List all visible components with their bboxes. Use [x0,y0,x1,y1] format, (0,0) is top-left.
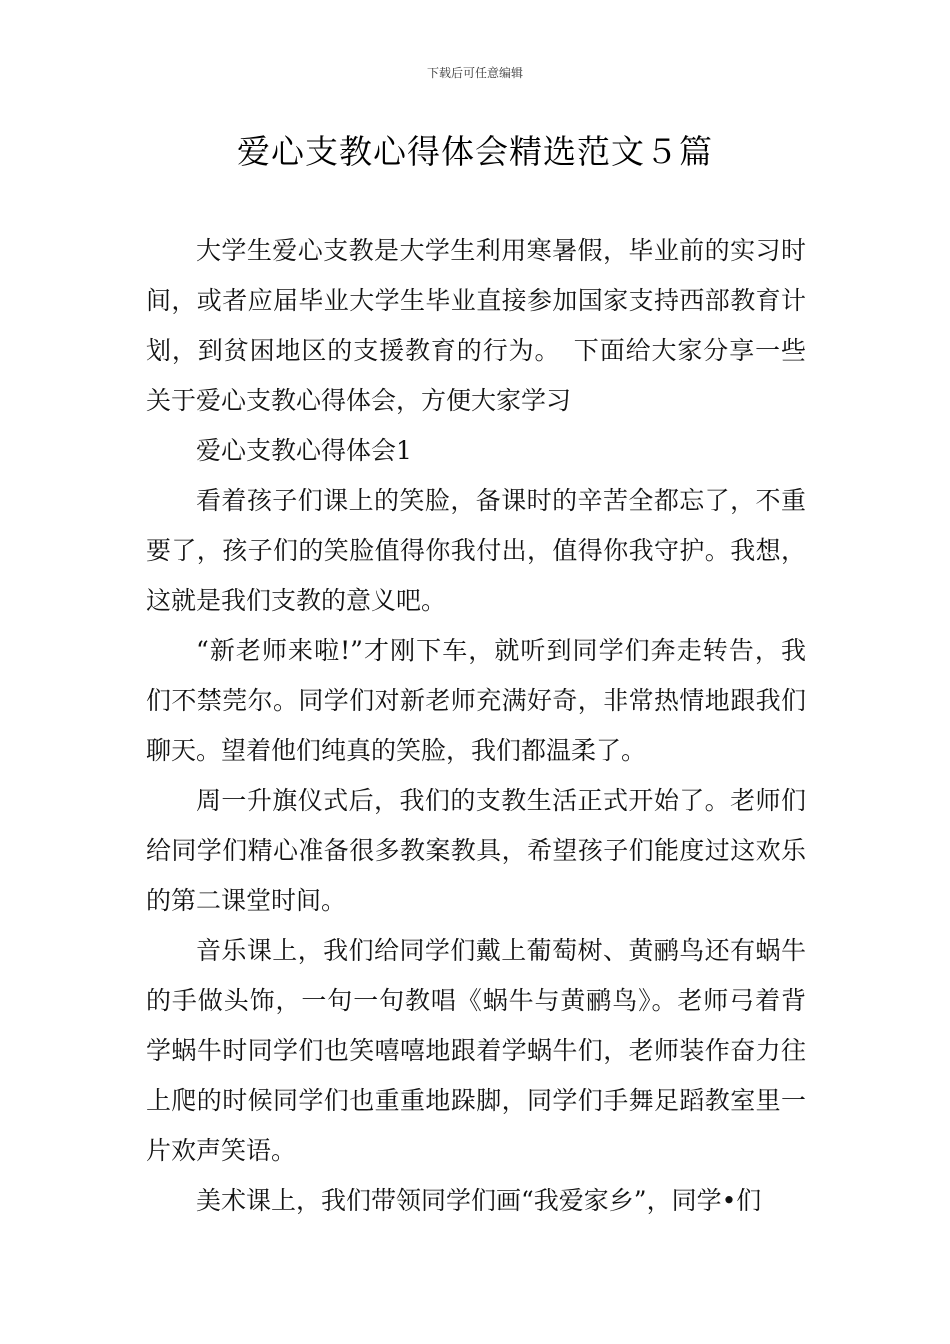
body-paragraph: “新老师来啦!”才刚下车，就听到同学们奔走转告，我们不禁莞尔。同学们对新老师充满好奇，非常热情地跟我们聊天。望着他们纯真的笑脸，我们都温柔了。 [146,636,806,765]
body-paragraph: 看着孩子们课上的笑脸，备课时的辛苦全都忘了，不重要了，孩子们的笑脸值得你我付出，值得你我守护。我想，这就是我们支教的意义吧。 [146,486,806,615]
document-body [146,226,806,1226]
body-paragraph: 音乐课上，我们给同学们戴上葡萄树、黄鹂鸟还有蜗牛的手做头饰，一句一句教唱《蜗牛与黄鹂鸟》。老师弓着背学蜗牛时同学们也笑嘻嘻地跟着学蜗牛们，老师装作奋力往上爬的时候同学们也重重地跺脚，同学们手舞足蹈教室里一片欢声笑语。 [146,936,806,1165]
header-note: 下载后可任意编辑 [426,66,523,80]
document-title: 爱心支教心得体会精选范文５篇 [237,132,713,171]
body-paragraph: 美术课上，我们带领同学们画“我爱家乡”，同学•们 [196,1186,762,1215]
body-paragraph: 周一升旗仪式后，我们的支教生活正式开始了。老师们给同学们精心准备很多教案教具，希望孩子们能度过这欢乐的第二课堂时间。 [146,786,806,915]
intro-paragraph: 大学生爱心支教是大学生利用寒暑假，毕业前的实习时间，或者应届毕业大学生毕业直接参加国家支持西部教育计划，到贫困地区的支援教育的行为。 下面给大家分享一些关于爱心支教心得体会，方便大家学习 [146,236,806,415]
section-heading: 爱心支教心得体会1 [196,436,412,465]
